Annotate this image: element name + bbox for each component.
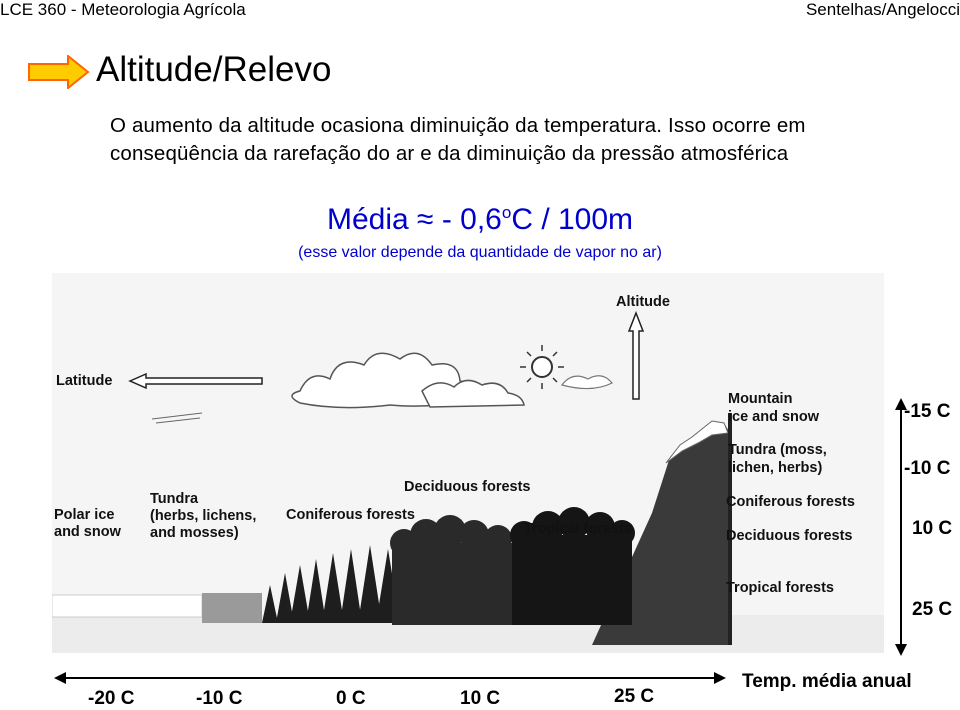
- altitude-label: Altitude: [616, 294, 670, 310]
- course-header: LCE 360 - Meteorologia Agrícola: [0, 0, 246, 19]
- mountain-label-1: Mountain: [728, 391, 793, 407]
- vegetation-zones-figure: [52, 273, 884, 653]
- horizontal-temp-5: 25 C: [614, 686, 655, 707]
- mtundra-label-2: lichen, herbs): [728, 460, 823, 476]
- vertical-temp-1: -15 C: [904, 401, 951, 422]
- horizontal-temp-3: 0 C: [336, 688, 366, 709]
- vertical-temp-4: 25 C: [912, 599, 953, 620]
- tropical-label: Tropical forests: [524, 521, 632, 537]
- tundra-label-2: (herbs, lichens,: [150, 508, 257, 524]
- mountain-coniferous-label: Coniferous forests: [726, 494, 855, 510]
- coniferous-label: Coniferous forests: [286, 507, 415, 523]
- deciduous-label: Deciduous forests: [404, 479, 531, 495]
- arrow-right-icon: [28, 55, 90, 89]
- formula-note: (esse valor depende da quantidade de vapor no ar): [298, 244, 662, 261]
- slide-title: Altitude/Relevo: [96, 50, 332, 89]
- latitude-label: Latitude: [56, 373, 113, 389]
- horizontal-temp-2: -10 C: [196, 688, 243, 709]
- vertical-temp-3: 10 C: [912, 518, 953, 539]
- polar-ice-label-2: and snow: [54, 524, 121, 540]
- paragraph-line-2: conseqüência da rarefação do ar e da diminuição da pressão atmosférica: [110, 142, 789, 165]
- mountain-label-2: ice and snow: [728, 409, 820, 425]
- vertical-double-arrow-icon: [890, 398, 912, 656]
- mountain-deciduous-label: Deciduous forests: [726, 528, 853, 544]
- tundra-label-3: and mosses): [150, 525, 239, 541]
- polar-ice-label-1: Polar ice: [54, 507, 115, 523]
- mountain-tropical-label: Tropical forests: [726, 580, 834, 596]
- lapse-rate-formula: Média ≈ - 0,6$^o$C / 100m: [326, 203, 634, 236]
- authors-header: Sentelhas/Angelocci: [805, 0, 960, 19]
- horizontal-double-arrow-icon: [54, 670, 726, 686]
- paragraph-line-1: O aumento da altitude ocasiona diminuição da temperatura. Isso ocorre em: [110, 114, 806, 137]
- tundra-label-1: Tundra: [150, 491, 199, 507]
- vertical-temp-2: -10 C: [904, 458, 951, 479]
- temp-axis-label: Temp. média anual: [742, 671, 912, 692]
- mtundra-label-1: Tundra (moss,: [728, 442, 827, 458]
- sun-icon: [532, 357, 552, 377]
- horizontal-temp-1: -20 C: [88, 688, 135, 709]
- horizontal-temp-4: 10 C: [460, 688, 501, 709]
